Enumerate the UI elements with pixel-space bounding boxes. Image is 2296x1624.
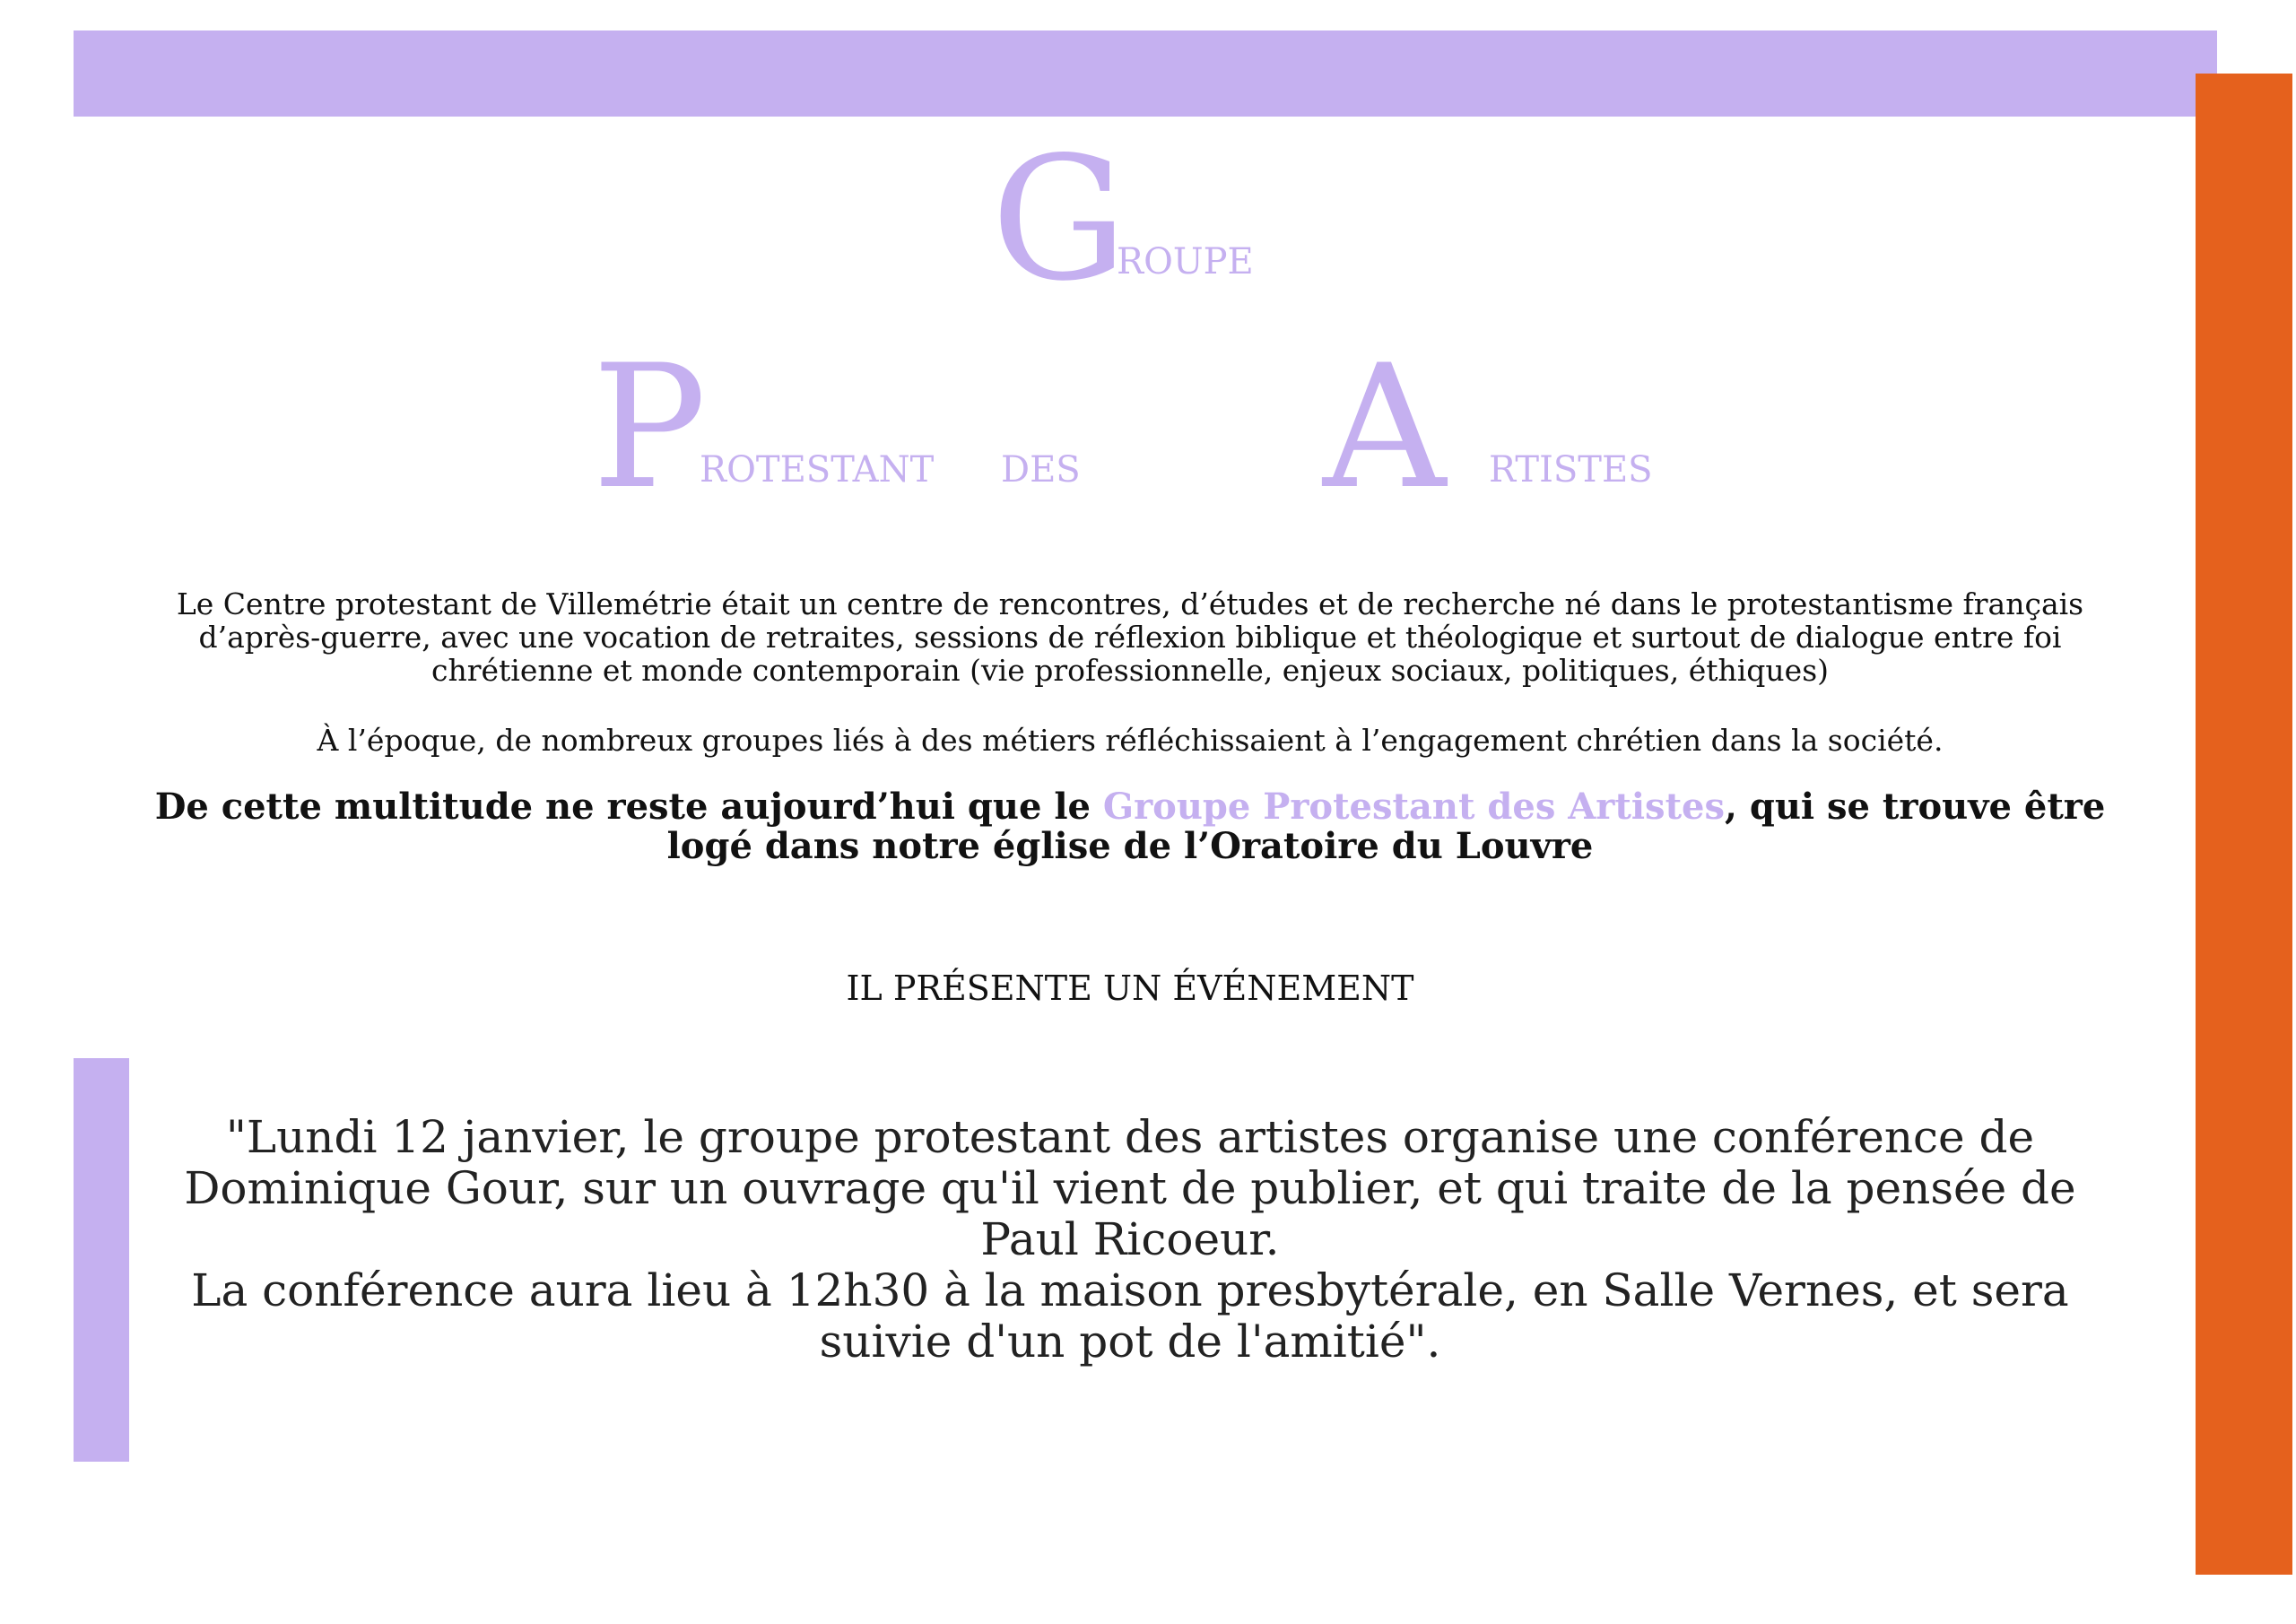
highlight-after: , qui se trouve être logé dans notre église de l’Oratoire du Louvre <box>666 786 2106 867</box>
quote-decorative-bar <box>74 1058 129 1462</box>
highlight-before: De cette multitude ne reste aujourd’hui que le <box>154 786 1103 828</box>
title-initial-p: P <box>592 328 707 526</box>
event-quote <box>135 1112 2126 1368</box>
title-des: DES <box>1001 449 1081 491</box>
right-decorative-band <box>2196 74 2292 1575</box>
title-artistes-rest: RTISTES <box>1489 449 1653 491</box>
event-quote-line-1: "Lundi 12 janvier, le groupe protestant des artistes organise une conférence de Dominique Gour, sur un ouvrage qu'il vient de publier, et qui traite de la pensée de Paul Ricoeur. <box>184 1111 2076 1265</box>
event-quote-line-2: La conférence aura lieu à 12h30 à la maison presbytérale, en Salle Vernes, et sera suivie d'un pot de l'amitié". <box>191 1264 2069 1368</box>
title-initial-a: A <box>1323 328 1447 526</box>
highlight-paragraph <box>117 787 2144 866</box>
event-heading: IL PRÉSENTE UN ÉVÉNEMENT <box>846 968 1414 1008</box>
intro-paragraph: Le Centre protestant de Villemétrie était un centre de rencontres, d’études et de recherche né dans le protestantisme français d’après-guerre, avec une vocation de retraites, sessions de réflexion biblique et théologique et surtout de dialogue entre foi chrétienne et monde contemporain (vie professionnelle, enjeux sociaux, politiques, éthiques) <box>176 586 2084 688</box>
highlight-group-name: Groupe Protestant des Artistes <box>1102 786 1726 828</box>
era-paragraph: À l’époque, de nombreux groupes liés à des métiers réfléchissaient à l’engagement chrétien dans la société. <box>317 723 1944 758</box>
title-groupe-rest: ROUPE <box>1117 241 1254 282</box>
title-protestant-rest: ROTESTANT <box>700 449 935 491</box>
title-initial-g: G <box>991 120 1127 318</box>
top-decorative-band <box>74 30 2217 117</box>
